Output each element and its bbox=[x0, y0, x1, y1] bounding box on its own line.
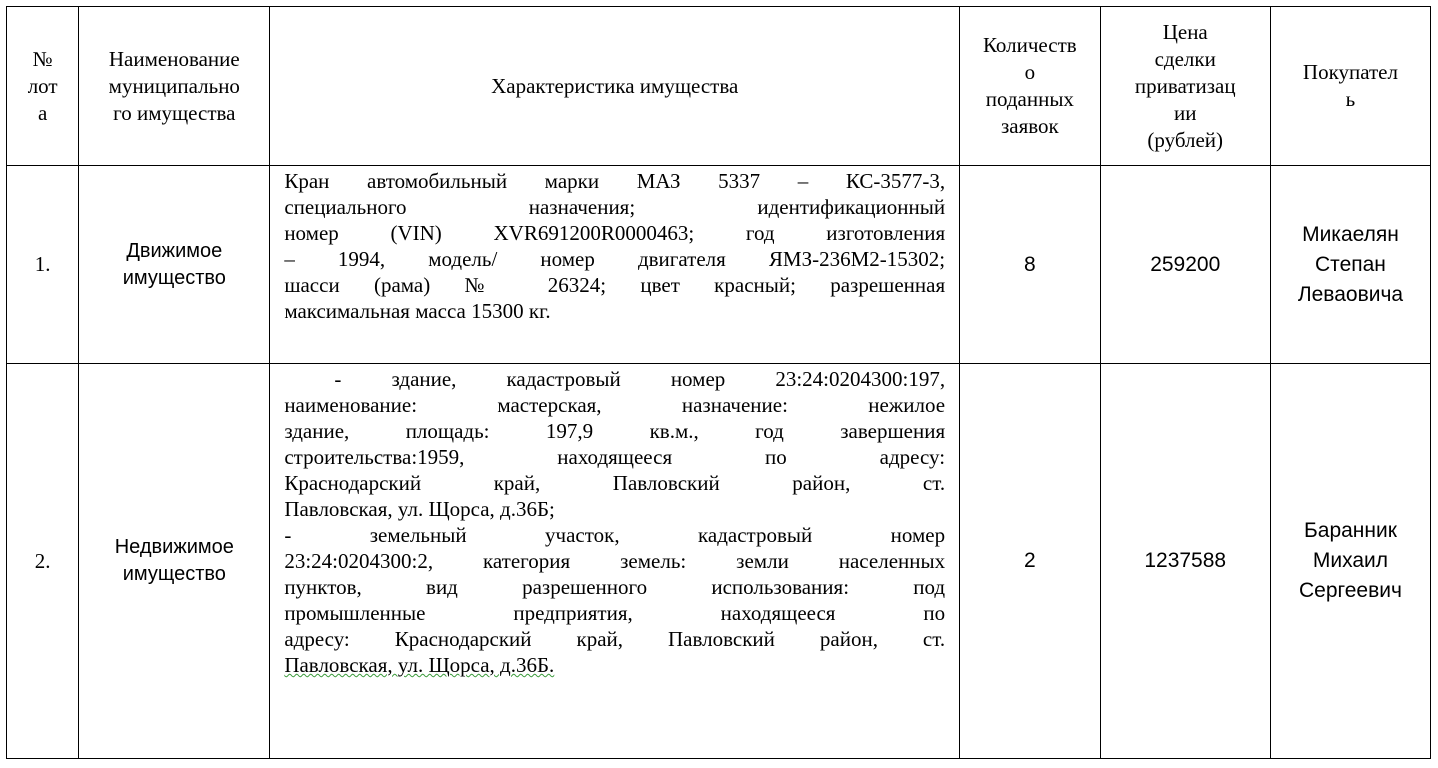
description-line: Краснодарский край, Павловский район, ст. bbox=[284, 471, 946, 495]
description-line: здание, площадь: 197,9 кв.м., год завершения bbox=[284, 419, 946, 443]
property-description-cell bbox=[270, 166, 960, 364]
description-line: шасси (рама) № 26324; цвет красный; разрешенная bbox=[284, 273, 946, 297]
table-row bbox=[7, 364, 1431, 759]
description-line: Павловская, ул. Щорса, д.36Б. bbox=[284, 653, 555, 677]
property-name-cell: Движимое имущество bbox=[79, 166, 270, 364]
table-header-row bbox=[7, 7, 1431, 166]
header-lot-number: № лот а bbox=[7, 7, 79, 166]
header-applications-count: Количеств о поданных заявок bbox=[960, 7, 1100, 166]
property-name-cell: Недвижимое имущество bbox=[79, 364, 270, 759]
buyer-cell: Баранник Михаил Сергеевич bbox=[1270, 364, 1430, 759]
price-cell: 259200 bbox=[1100, 166, 1270, 364]
lot-number-cell: 1. bbox=[7, 166, 79, 364]
description-line: номер (VIN) XVR691200R0000463; год изготовления bbox=[284, 221, 946, 245]
lot-number-cell: 2. bbox=[7, 364, 79, 759]
description-line: промышленные предприятия, находящееся по bbox=[284, 601, 946, 625]
header-description: Характеристика имущества bbox=[270, 7, 960, 166]
applications-count-cell: 8 bbox=[960, 166, 1100, 364]
description-line: 23:24:0204300:2, категория земель: земли населенных bbox=[284, 549, 946, 573]
description-line: адресу: Краснодарский край, Павловский район, ст. bbox=[284, 627, 946, 651]
description-line: - земельный участок, кадастровый номер bbox=[284, 523, 946, 547]
property-description-cell bbox=[270, 364, 960, 759]
header-property-name: Наименование муниципально го имущества bbox=[79, 7, 270, 166]
applications-count-cell: 2 bbox=[960, 364, 1100, 759]
buyer-cell: Микаелян Степан Леваовича bbox=[1270, 166, 1430, 364]
description-line: максимальная масса 15300 кг. bbox=[284, 299, 551, 323]
description-line: строительства:1959, находящееся по адресу: bbox=[284, 445, 946, 469]
description-line: Кран автомобильный марки МАЗ 5337 – КС-3577-3, bbox=[284, 169, 946, 193]
description-line: наименование: мастерская, назначение: нежилое bbox=[284, 393, 946, 417]
header-price: Цена сделки приватизац ии (рублей) bbox=[1100, 7, 1270, 166]
header-buyer: Покупател ь bbox=[1270, 7, 1430, 166]
description-line: - здание, кадастровый номер 23:24:0204300:197, bbox=[284, 367, 946, 391]
description-line: специального назначения; идентификационный bbox=[284, 195, 946, 219]
description-line: пунктов, вид разрешенного использования: под bbox=[284, 575, 946, 599]
description-line: Павловская, ул. Щорса, д.36Б; bbox=[284, 497, 555, 521]
table-row bbox=[7, 166, 1431, 364]
price-cell: 1237588 bbox=[1100, 364, 1270, 759]
description-line: – 1994, модель/ номер двигателя ЯМЗ-236М2-15302; bbox=[284, 247, 946, 271]
privatization-results-table bbox=[6, 6, 1431, 759]
